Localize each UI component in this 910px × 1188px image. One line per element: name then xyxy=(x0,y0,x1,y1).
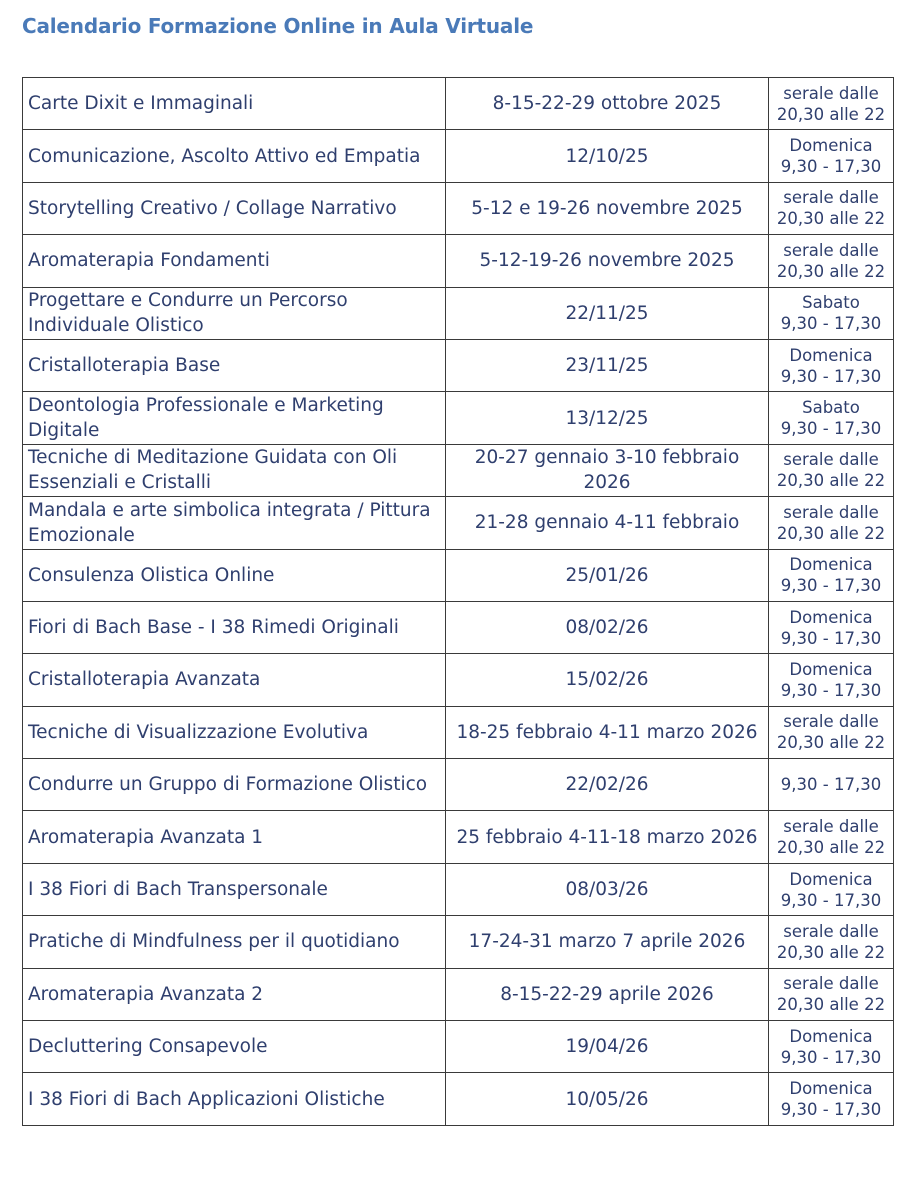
schedule-line-2: 9,30 - 17,30 xyxy=(780,576,882,596)
course-dates: 25 febbraio 4-11-18 marzo 2026 xyxy=(446,811,769,863)
course-name: Cristalloterapia Avanzata xyxy=(23,654,446,706)
schedule-line-2: 20,30 alle 22 xyxy=(776,261,886,281)
course-name: Comunicazione, Ascolto Attivo ed Empatia xyxy=(23,130,446,182)
schedule-line-1: serale dalle xyxy=(783,712,879,732)
course-name: Cristalloterapia Base xyxy=(23,339,446,391)
schedule-line-1: Domenica xyxy=(789,555,873,575)
course-schedule xyxy=(769,968,894,1020)
course-name: Pratiche di Mindfulness per il quotidiano xyxy=(23,916,446,968)
page-title: Calendario Formazione Online in Aula Virtuale xyxy=(22,14,534,38)
course-schedule xyxy=(769,549,894,601)
schedule-line-1: serale dalle xyxy=(783,502,879,522)
course-schedule xyxy=(769,1021,894,1073)
course-schedule xyxy=(769,444,894,496)
course-dates: 22/11/25 xyxy=(446,287,769,339)
course-name: Aromaterapia Avanzata 1 xyxy=(23,811,446,863)
schedule-line-2: 9,30 - 17,30 xyxy=(780,314,882,334)
schedule-line-1: serale dalle xyxy=(783,188,879,208)
table-row xyxy=(23,1073,894,1125)
course-dates: 10/05/26 xyxy=(446,1073,769,1125)
course-schedule xyxy=(769,759,894,811)
schedule-line-1: Domenica xyxy=(789,607,873,627)
schedule-line-1: serale dalle xyxy=(783,240,879,260)
schedule-line-1: serale dalle xyxy=(783,921,879,941)
schedule-line-2: 20,30 alle 22 xyxy=(776,733,886,753)
table-row xyxy=(23,863,894,915)
course-dates: 08/02/26 xyxy=(446,601,769,653)
course-name: I 38 Fiori di Bach Applicazioni Olistiche xyxy=(23,1073,446,1125)
schedule-line-1: serale dalle xyxy=(783,974,879,994)
course-schedule xyxy=(769,811,894,863)
schedule-line-1: Domenica xyxy=(789,1079,873,1099)
table-row xyxy=(23,968,894,1020)
course-name: Condurre un Gruppo di Formazione Olistico xyxy=(23,759,446,811)
schedule-line-1: Domenica xyxy=(789,1026,873,1046)
course-dates: 5-12 e 19-26 novembre 2025 xyxy=(446,182,769,234)
course-schedule xyxy=(769,863,894,915)
course-schedule xyxy=(769,130,894,182)
course-calendar-table xyxy=(22,77,894,1126)
course-name: Tecniche di Meditazione Guidata con Oli Essenziali e Cristalli xyxy=(23,444,446,496)
course-name: Fiori di Bach Base - I 38 Rimedi Originali xyxy=(23,601,446,653)
schedule-line-2: 9,30 - 17,30 xyxy=(780,157,882,177)
table-row xyxy=(23,706,894,758)
schedule-line-2: 20,30 alle 22 xyxy=(776,838,886,858)
course-name: Aromaterapia Avanzata 2 xyxy=(23,968,446,1020)
course-schedule xyxy=(769,601,894,653)
table-row xyxy=(23,130,894,182)
course-schedule xyxy=(769,78,894,130)
course-schedule xyxy=(769,1073,894,1125)
schedule-line-2: 9,30 - 17,30 xyxy=(780,628,882,648)
course-name: Carte Dixit e Immaginali xyxy=(23,78,446,130)
table-row xyxy=(23,235,894,287)
schedule-line-1: Domenica xyxy=(789,345,873,365)
table-row xyxy=(23,759,894,811)
course-dates: 21-28 gennaio 4-11 febbraio xyxy=(446,497,769,549)
course-dates: 19/04/26 xyxy=(446,1021,769,1073)
course-schedule xyxy=(769,235,894,287)
schedule-line-1: Sabato xyxy=(802,293,860,313)
table-row xyxy=(23,497,894,549)
table-row xyxy=(23,811,894,863)
course-dates: 5-12-19-26 novembre 2025 xyxy=(446,235,769,287)
schedule-line-2: 9,30 - 17,30 xyxy=(780,890,882,910)
table-row xyxy=(23,339,894,391)
table-row xyxy=(23,1021,894,1073)
course-schedule xyxy=(769,339,894,391)
course-dates: 13/12/25 xyxy=(446,392,769,444)
table-row xyxy=(23,601,894,653)
course-dates: 8-15-22-29 aprile 2026 xyxy=(446,968,769,1020)
course-dates: 25/01/26 xyxy=(446,549,769,601)
course-name: Storytelling Creativo / Collage Narrativo xyxy=(23,182,446,234)
schedule-line-1: Domenica xyxy=(789,869,873,889)
course-dates: 15/02/26 xyxy=(446,654,769,706)
table-row xyxy=(23,182,894,234)
schedule-line-1: serale dalle xyxy=(783,450,879,470)
course-name: Mandala e arte simbolica integrata / Pittura Emozionale xyxy=(23,497,446,549)
schedule-line-2: 20,30 alle 22 xyxy=(776,523,886,543)
schedule-line-2: 9,30 - 17,30 xyxy=(780,680,882,700)
table-row xyxy=(23,392,894,444)
schedule-line-1: serale dalle xyxy=(783,817,879,837)
course-name: Progettare e Condurre un Percorso Individuale Olistico xyxy=(23,287,446,339)
schedule-line-2: 20,30 alle 22 xyxy=(776,995,886,1015)
table-row xyxy=(23,549,894,601)
course-dates: 20-27 gennaio 3-10 febbraio 2026 xyxy=(446,444,769,496)
schedule-line-1: Domenica xyxy=(789,136,873,156)
table-row xyxy=(23,287,894,339)
schedule-line-1: 9,30 - 17,30 xyxy=(780,775,882,795)
course-name: Deontologia Professionale e Marketing Digitale xyxy=(23,392,446,444)
course-schedule xyxy=(769,392,894,444)
course-schedule xyxy=(769,706,894,758)
course-schedule xyxy=(769,497,894,549)
table-row xyxy=(23,444,894,496)
course-name: Aromaterapia Fondamenti xyxy=(23,235,446,287)
schedule-line-2: 20,30 alle 22 xyxy=(776,104,886,124)
schedule-line-2: 20,30 alle 22 xyxy=(776,209,886,229)
schedule-line-2: 9,30 - 17,30 xyxy=(780,419,882,439)
schedule-line-1: Domenica xyxy=(789,659,873,679)
course-schedule xyxy=(769,182,894,234)
schedule-line-2: 20,30 alle 22 xyxy=(776,471,886,491)
course-name: Consulenza Olistica Online xyxy=(23,549,446,601)
schedule-line-1: Sabato xyxy=(802,398,860,418)
course-dates: 23/11/25 xyxy=(446,339,769,391)
course-name: Tecniche di Visualizzazione Evolutiva xyxy=(23,706,446,758)
course-dates: 18-25 febbraio 4-11 marzo 2026 xyxy=(446,706,769,758)
table-row xyxy=(23,654,894,706)
course-dates: 12/10/25 xyxy=(446,130,769,182)
schedule-line-2: 9,30 - 17,30 xyxy=(780,1047,882,1067)
schedule-line-2: 20,30 alle 22 xyxy=(776,942,886,962)
schedule-line-2: 9,30 - 17,30 xyxy=(780,1100,882,1120)
course-dates: 08/03/26 xyxy=(446,863,769,915)
course-dates: 8-15-22-29 ottobre 2025 xyxy=(446,78,769,130)
course-schedule xyxy=(769,654,894,706)
table-row xyxy=(23,78,894,130)
schedule-line-2: 9,30 - 17,30 xyxy=(780,366,882,386)
course-schedule xyxy=(769,287,894,339)
course-table-body xyxy=(23,78,894,1126)
course-dates: 22/02/26 xyxy=(446,759,769,811)
course-name: Decluttering Consapevole xyxy=(23,1021,446,1073)
schedule-line-1: serale dalle xyxy=(783,83,879,103)
course-name: I 38 Fiori di Bach Transpersonale xyxy=(23,863,446,915)
course-dates: 17-24-31 marzo 7 aprile 2026 xyxy=(446,916,769,968)
table-row xyxy=(23,916,894,968)
course-schedule xyxy=(769,916,894,968)
